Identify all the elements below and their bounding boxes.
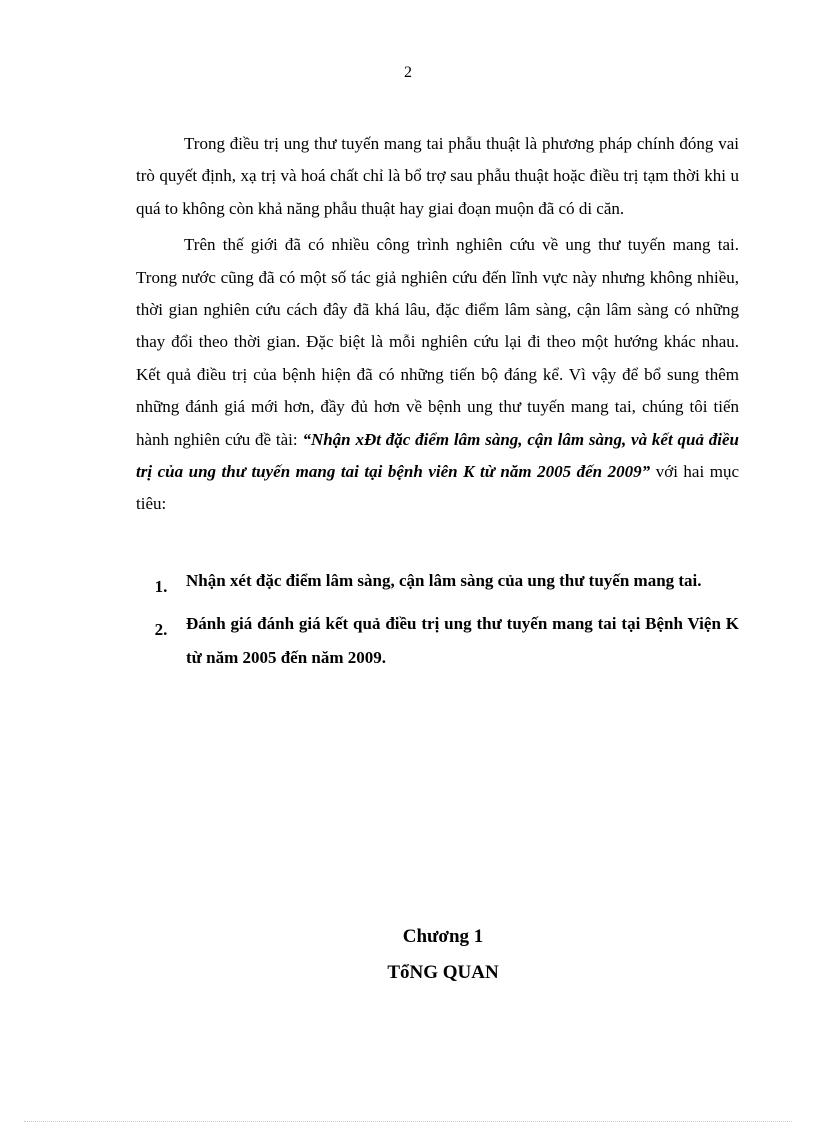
chapter-label: Chương 1 xyxy=(402,926,484,947)
page-bottom-divider xyxy=(24,1121,792,1122)
body-text xyxy=(136,128,739,525)
objective-text: Nhận xét đặc điểm lâm sàng, cận lâm sàng của ung thư tuyến mang tai. xyxy=(186,571,702,590)
paragraph-research xyxy=(136,229,739,521)
research-topic-title: “Nhận xĐt đặc điểm lâm sàng, cận lâm sàng, và kết quả điều trị của ung thư tuyến mang tai tại bệnh viên K từ năm 2005 đến 2009” xyxy=(136,429,740,482)
objective-text: Đánh giá đánh giá kết quả điều trị ung thư tuyến mang tai tại Bệnh Viện K từ năm 2005 đến năm 2009. xyxy=(186,614,739,667)
paragraph-treatment: Trong điều trị ung thư tuyến mang tai phẫu thuật là phương pháp chính đóng vai trò quyết định, xạ trị và hoá chất chỉ là bổ trợ sau phẫu thuật hoặc điều trị tạm thời khi u quá to không còn khả năng phẫu thuật hay giai đoạn muộn đã có di căn. xyxy=(136,134,739,218)
objective-number: 1. xyxy=(154,577,168,596)
chapter-title: TổNG QUAN xyxy=(387,962,499,983)
page-number: 2 xyxy=(404,64,412,81)
objective-item xyxy=(136,607,739,675)
objective-number: 2. xyxy=(154,620,168,639)
paragraph-research-intro: Trên thế giới đã có nhiều công trình nghiên cứu về ung thư tuyến mang tai. Trong nước cũng đã có một số tác giả nghiên cứu đến lĩnh vực này nhưng không nhiều, thời gian nghiên cứu cách đây đã khá lâu, đặc điểm lâm sàng, cận lâm sàng có những thay đổi theo thời gian. Đặc biệt là mỗi nghiên cứu lại đi theo một hướng khác nhau. Kết quả điều trị của bệnh hiện đã có những tiến bộ đáng kể. Vì vậy để bổ sung thêm những đánh giá mới hơn, đầy đủ hơn về bệnh ung thư tuyến mang tai, chúng tôi tiến hành nghiên cứu đề tài: xyxy=(136,235,739,449)
objectives-list xyxy=(136,564,739,681)
paragraph-research-outro: với hai mục tiêu: xyxy=(136,462,740,514)
objective-item xyxy=(136,564,739,601)
